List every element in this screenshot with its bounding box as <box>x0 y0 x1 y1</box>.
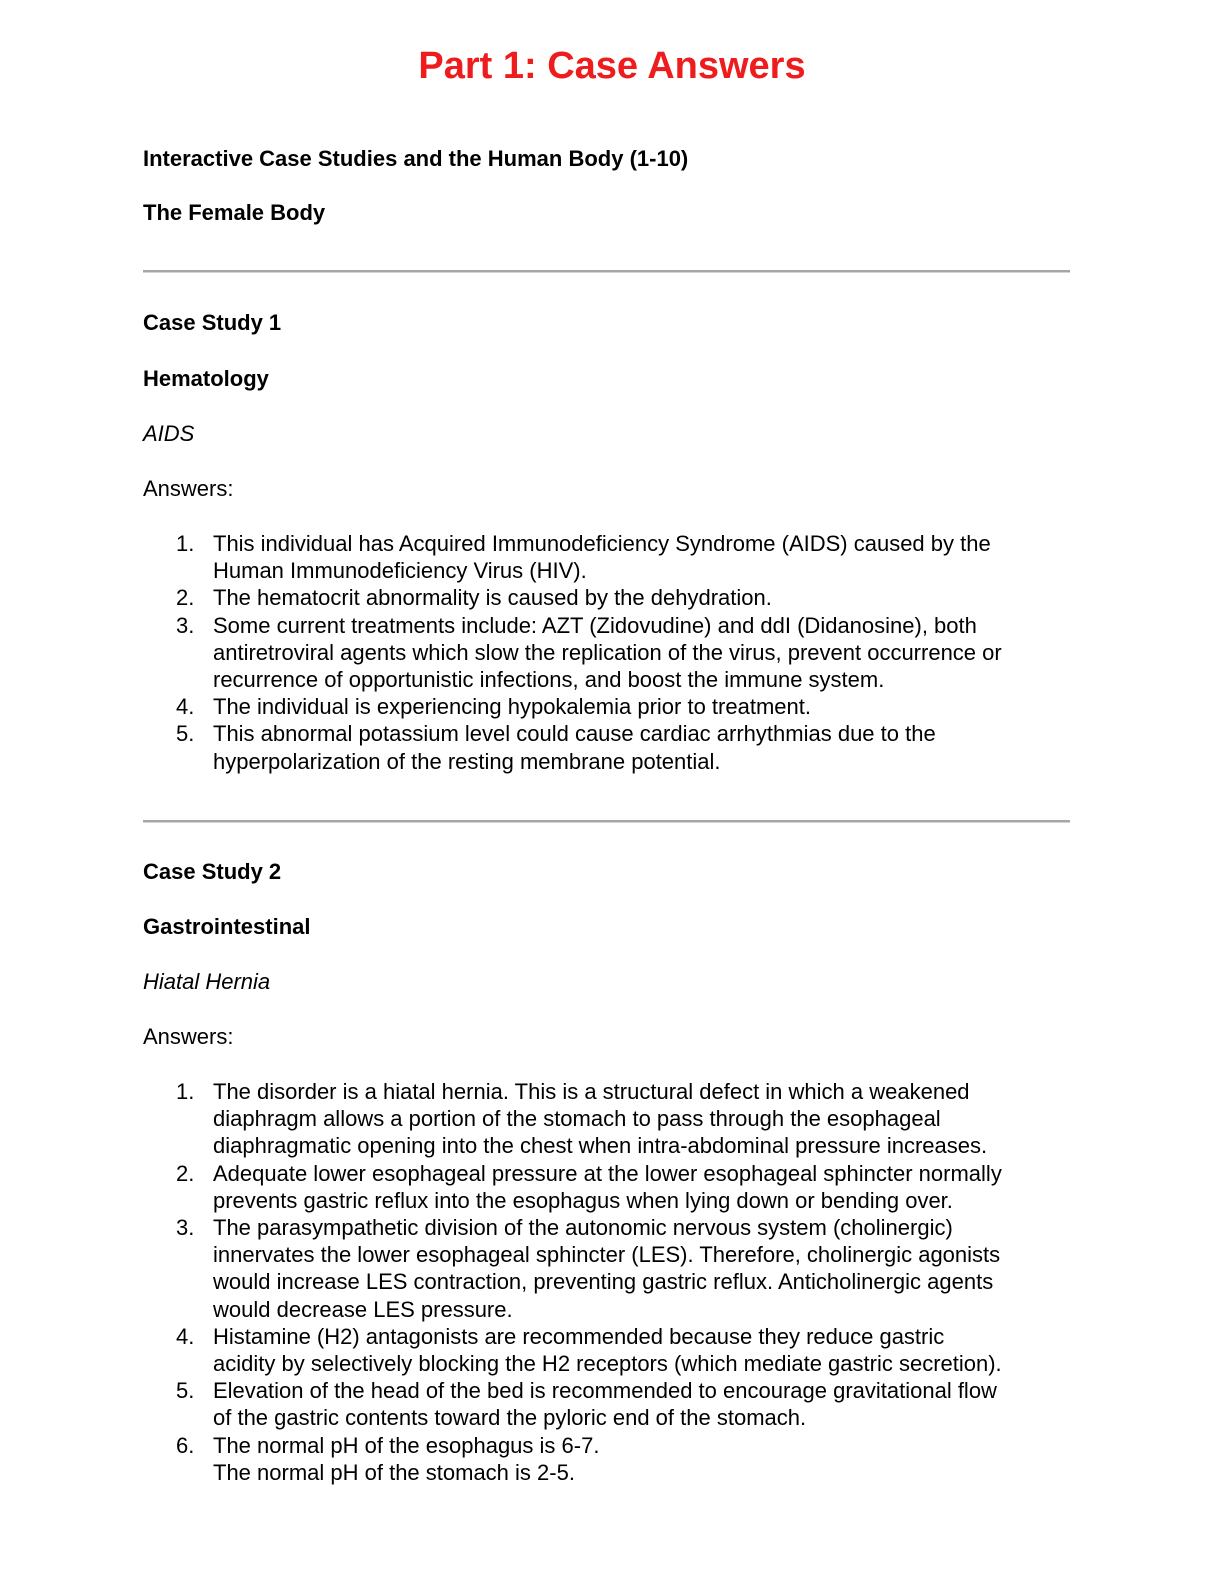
answer-number: 6. <box>176 1432 195 1458</box>
answer-text: The normal pH of the esophagus is 6-7. The normal pH of the stomach is 2-5. <box>213 1432 600 1485</box>
page-title: Part 1: Case Answers <box>418 45 806 87</box>
answer-text: Adequate lower esophageal pressure at the lower esophageal sphincter normally prevents gastric reflux into the esophagus when lying down or bending over. <box>213 1160 1002 1213</box>
answer-item <box>0 1160 1224 1214</box>
answer-item <box>0 530 1224 584</box>
answer-number: 1. <box>176 531 195 556</box>
answer-item <box>0 584 1224 611</box>
answer-text: Some current treatments include: AZT (Zidovudine) and ddI (Didanosine), both antiretroviral agents which slow the replication of the virus, prevent occurrence or recurrence of opportunistic infections, and boost the immune system. <box>213 612 1002 693</box>
answer-text: The individual is experiencing hypokalemia prior to treatment. <box>213 694 811 720</box>
case-study-1-condition: AIDS <box>143 421 195 446</box>
answer-text: Elevation of the head of the bed is recommended to encourage gravitational flow of the gastric contents toward the pyloric end of the stomach. <box>213 1378 997 1431</box>
answer-number: 2. <box>176 1160 195 1186</box>
answer-number: 1. <box>176 1079 195 1104</box>
answer-item <box>0 1323 1224 1377</box>
case-study-1-answers-label: Answers: <box>143 476 234 501</box>
answer-number: 5. <box>176 721 195 747</box>
case-study-2-label: Case Study 2 <box>143 859 282 884</box>
answer-text: The hematocrit abnormality is caused by the dehydration. <box>213 585 772 611</box>
answer-item <box>0 720 1224 774</box>
case-study-2-condition: Hiatal Hernia <box>143 969 271 994</box>
case-study-1-answer-list <box>0 530 1224 775</box>
answer-text: The disorder is a hiatal hernia. This is a structural defect in which a weakened diaphragm allows a portion of the stomach to pass through the esophageal diaphragmatic opening into the chest when intra-abdominal pressure increases. <box>213 1079 988 1159</box>
body-title: The Female Body <box>143 200 326 225</box>
answer-number: 4. <box>176 694 195 720</box>
answer-item <box>0 1432 1224 1486</box>
answer-text: The parasympathetic division of the autonomic nervous system (cholinergic) innervates the lower esophageal sphincter (LES). Therefore, cholinergic agonists would increase LES contraction, preventing gastric reflux. Anticholinergic agents would decrease LES pressure. <box>213 1215 1001 1322</box>
answer-number: 3. <box>176 1215 195 1241</box>
section-divider <box>143 270 1070 273</box>
case-study-1-label: Case Study 1 <box>143 310 282 335</box>
answer-number: 3. <box>176 612 195 638</box>
answer-number: 2. <box>176 585 195 611</box>
answer-item <box>0 1078 1224 1160</box>
answer-text: Histamine (H2) antagonists are recommended because they reduce gastric acidity by selectively blocking the H2 receptors (which mediate gastric secretion). <box>213 1323 1002 1377</box>
section-divider <box>143 820 1070 823</box>
answer-item <box>0 693 1224 720</box>
answer-number: 5. <box>176 1378 195 1404</box>
answer-item <box>0 1377 1224 1431</box>
answer-number: 4. <box>176 1323 195 1349</box>
case-study-2-system: Gastrointestinal <box>143 914 311 939</box>
series-title: Interactive Case Studies and the Human Body (1-10) <box>143 146 689 171</box>
case-study-2-answers-label: Answers: <box>143 1024 234 1049</box>
answer-text: This abnormal potassium level could cause cardiac arrhythmias due to the hyperpolarization of the resting membrane potential. <box>213 721 936 774</box>
answer-text: This individual has Acquired Immunodeficiency Syndrome (AIDS) caused by the Human Immunodeficiency Virus (HIV). <box>213 531 991 584</box>
case-study-2-answer-list <box>0 1078 1224 1486</box>
case-study-1-system: Hematology <box>143 366 269 391</box>
answer-item <box>0 1214 1224 1323</box>
answer-item <box>0 612 1224 694</box>
